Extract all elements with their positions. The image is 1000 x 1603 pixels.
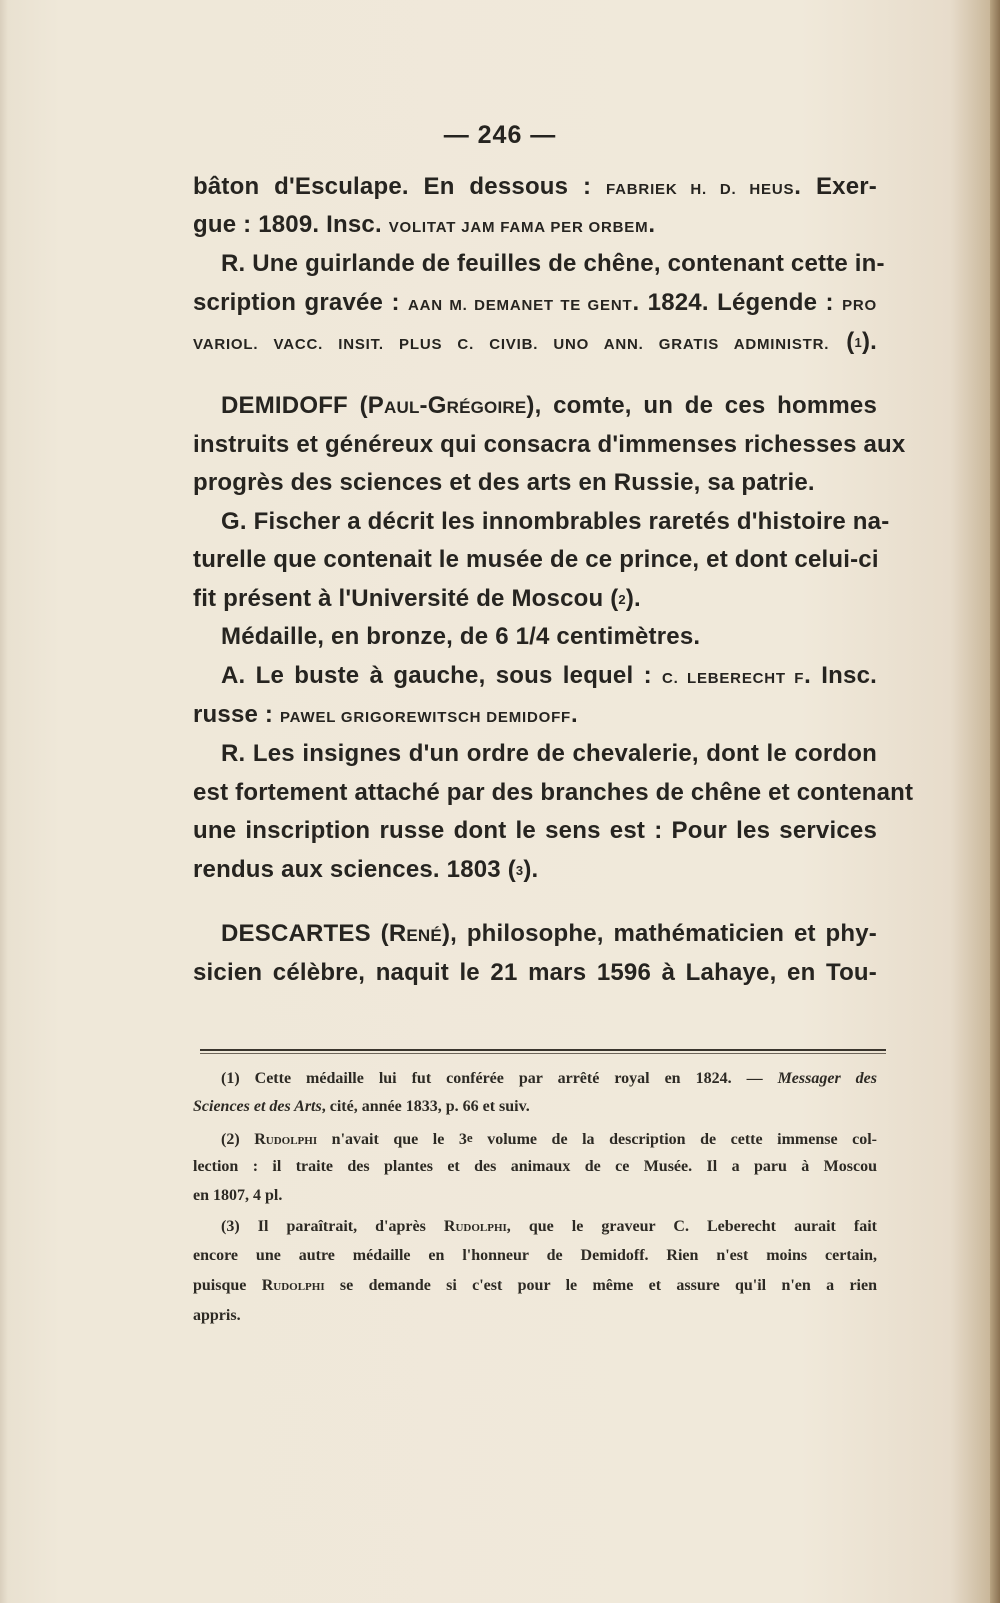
body-small-caps: VARIOL. VACC. INSIT. PLUS C. CIVIB. UNO ANN. GRATIS ADMINISTR. bbox=[193, 336, 830, 353]
footnote-text: volume de la description de cette immense col- bbox=[472, 1131, 878, 1148]
body-small-caps: PAWEL GRIGOREWITSCH DEMIDOFF bbox=[279, 709, 571, 726]
body-line bbox=[221, 249, 885, 279]
body-text: fit présent à l'Université de Moscou ( bbox=[193, 585, 619, 612]
body-text: turelle que contenait le musée de ce prince, et dont celui-ci bbox=[193, 546, 879, 573]
page-number: — 246 — bbox=[443, 121, 557, 149]
footnote-note-ref: e bbox=[466, 1130, 473, 1145]
body-line bbox=[193, 958, 877, 988]
body-note-ref: 3 bbox=[515, 863, 524, 878]
body-text: scription gravée : bbox=[193, 289, 409, 316]
body-text: . bbox=[648, 211, 656, 238]
body-text: instruits et généreux qui consacra d'immenses richesses aux bbox=[193, 431, 906, 458]
footnote-line bbox=[221, 1128, 877, 1150]
body-text: . Insc. bbox=[804, 662, 877, 689]
body-text: sicien célèbre, naquit le 21 mars 1596 à Lahaye, en Tou- bbox=[193, 959, 877, 986]
footnote-italic: Sciences et des Arts bbox=[193, 1098, 322, 1115]
footnote-text: n'avait que le 3 bbox=[317, 1131, 467, 1148]
footnote-line bbox=[193, 1157, 877, 1177]
body-line bbox=[193, 430, 906, 460]
body-line bbox=[221, 622, 877, 652]
body-text: ), comte, un de ces hommes bbox=[526, 392, 877, 419]
footnote-separator-thin bbox=[200, 1053, 886, 1054]
body-text: Médaille, en bronze, de 6 1/4 centimètres. bbox=[221, 623, 701, 650]
body-text: ( bbox=[829, 328, 855, 355]
footnote-line bbox=[193, 1097, 877, 1117]
body-line bbox=[193, 855, 877, 886]
body-text: une inscription russe dont le sens est : Pour les services bbox=[193, 817, 877, 844]
body-small-caps: VOLITAT JAM FAMA PER ORBEM bbox=[388, 219, 649, 236]
body-note-ref: 1 bbox=[854, 335, 862, 350]
body-line bbox=[193, 468, 877, 498]
body-line bbox=[221, 739, 877, 769]
body-line bbox=[221, 919, 877, 949]
footnote-name: Rudolphi bbox=[254, 1131, 318, 1148]
footnote-name: Rudolphi bbox=[443, 1218, 507, 1235]
footnote-line bbox=[221, 1217, 877, 1237]
body-small-caps: C. LEBERECHT F bbox=[662, 670, 805, 687]
body-line bbox=[221, 507, 890, 537]
body-line bbox=[193, 172, 877, 205]
footnote-text: (2) bbox=[221, 1131, 255, 1148]
body-line bbox=[193, 584, 877, 615]
footnote-line bbox=[193, 1306, 877, 1326]
footnote-text: (1) Cette médaille lui fut conférée par arrêté royal en 1824. — bbox=[221, 1070, 778, 1087]
body-text: A. Le buste à gauche, sous lequel : bbox=[221, 662, 663, 689]
body-text: R. Les insignes d'un ordre de chevalerie, dont le cordon bbox=[221, 740, 877, 767]
body-line bbox=[193, 545, 877, 575]
body-text: R. Une guirlande de feuilles de chêne, contenant cette in- bbox=[221, 250, 885, 277]
footnote-line bbox=[221, 1069, 877, 1089]
page-edge bbox=[990, 0, 1000, 1603]
footnote-italic: Messager des bbox=[777, 1070, 877, 1087]
body-text: G. Fischer a décrit les innombrables raretés d'histoire na- bbox=[221, 508, 890, 535]
body-text: . bbox=[571, 701, 578, 728]
body-text: . 1824. Légende : bbox=[632, 289, 843, 316]
body-text: rendus aux sciences. 1803 ( bbox=[193, 856, 516, 883]
footnote-line bbox=[193, 1246, 877, 1266]
page-gutter-shadow bbox=[0, 0, 8, 1603]
body-small-caps: AAN M. DEMANET TE GENT bbox=[408, 297, 633, 314]
body-text: ), philosophe, mathématicien et phy- bbox=[441, 920, 877, 947]
body-line bbox=[193, 778, 914, 808]
body-line bbox=[193, 816, 877, 846]
body-text: DESCARTES ( bbox=[221, 920, 389, 947]
footnote-text: en 1807, 4 pl. bbox=[193, 1187, 283, 1204]
footnote-separator bbox=[200, 1049, 886, 1051]
footnote-text: se demande si c'est pour le même et assure qu'il n'en a rien bbox=[324, 1277, 877, 1294]
body-text: progrès des sciences et des arts en Russie, sa patrie. bbox=[193, 469, 815, 496]
footnote-line bbox=[193, 1276, 877, 1296]
body-small-caps: PRO bbox=[842, 297, 877, 314]
body-line bbox=[193, 327, 877, 360]
body-text: . Exer- bbox=[794, 173, 877, 200]
body-small-caps: FABRIEK H. D. HEUS bbox=[606, 181, 795, 198]
body-text: ). bbox=[861, 328, 878, 355]
footnote-text: appris. bbox=[193, 1307, 241, 1324]
footnote-name: Rudolphi bbox=[261, 1277, 325, 1294]
body-text: DEMIDOFF ( bbox=[221, 392, 368, 419]
body-note-ref: 2 bbox=[618, 592, 626, 607]
body-text: gue : 1809. Insc. bbox=[193, 211, 389, 238]
footnote-text: , que le graveur C. Leberecht aurait fait bbox=[506, 1218, 877, 1235]
footnote-text: lection : il traite des plantes et des animaux de ce Musée. Il a paru à Moscou bbox=[193, 1158, 877, 1175]
body-line bbox=[193, 288, 877, 321]
body-name: Paul-Grégoire bbox=[367, 392, 527, 419]
body-line bbox=[193, 700, 877, 733]
body-name: René bbox=[388, 920, 442, 947]
footnote-text: encore une autre médaille en l'honneur de Demidoff. Rien n'est moins certain, bbox=[193, 1247, 877, 1264]
body-text: ). bbox=[625, 585, 641, 612]
body-line bbox=[221, 661, 877, 694]
body-text: est fortement attaché par des branches de chêne et contenant bbox=[193, 779, 914, 806]
footnote-text: puisque bbox=[193, 1277, 262, 1294]
body-line bbox=[221, 391, 877, 421]
body-text: ). bbox=[523, 856, 539, 883]
footnote-line bbox=[193, 1186, 877, 1206]
body-text: russe : bbox=[193, 701, 280, 728]
body-line bbox=[193, 210, 877, 243]
footnote-text: , cité, année 1833, p. 66 et suiv. bbox=[321, 1098, 530, 1115]
footnote-text: (3) Il paraîtrait, d'après bbox=[221, 1218, 444, 1235]
body-text: bâton d'Esculape. En dessous : bbox=[193, 173, 607, 200]
